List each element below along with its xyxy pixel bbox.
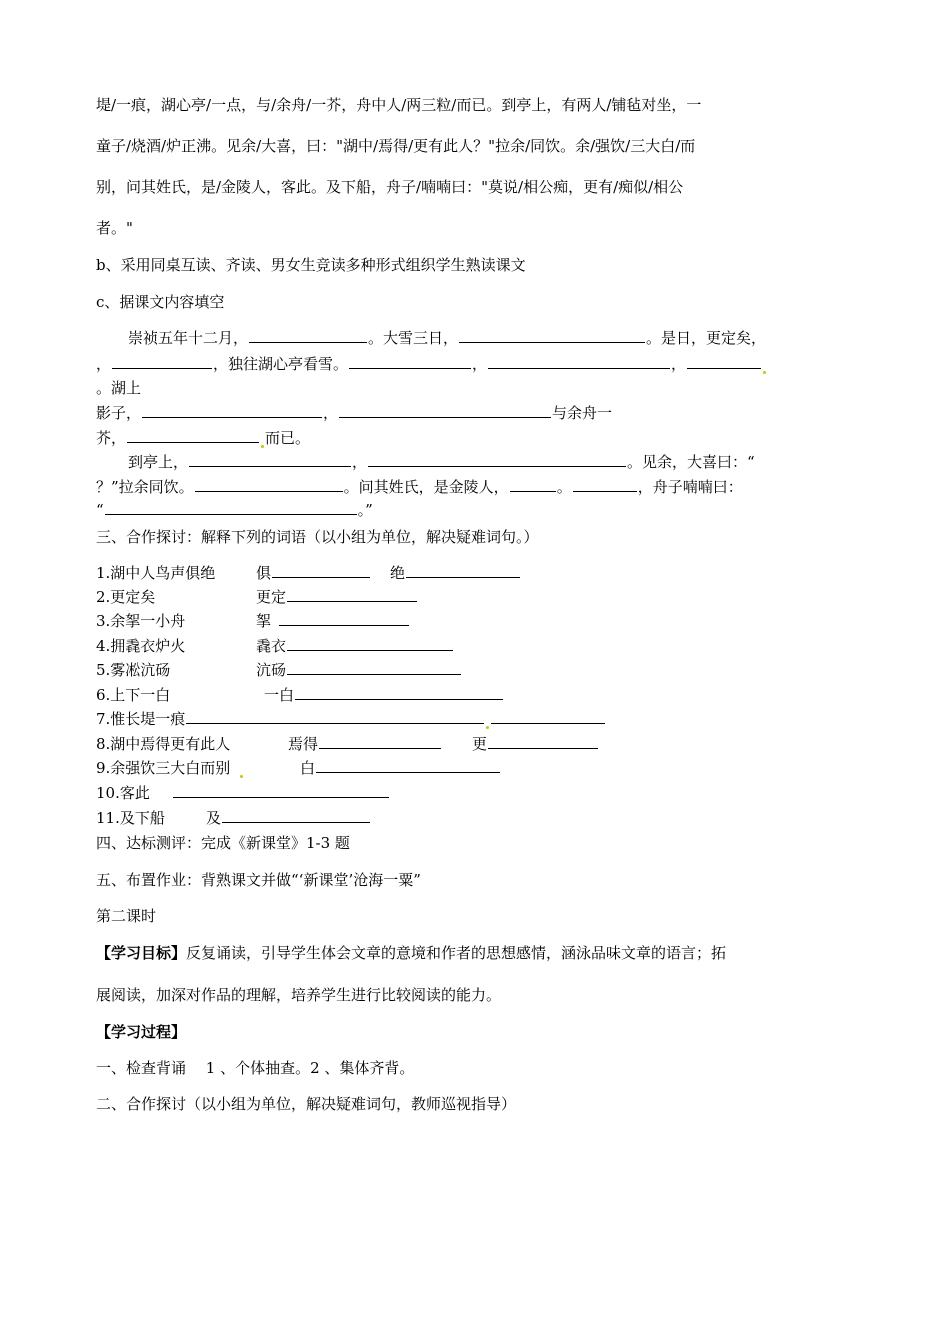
vocab-question: 6.上下一白 [96,686,171,704]
section-heading: 三、合作探讨：解释下列的词语（以小组为单位，解决疑难词句。） [96,528,539,546]
process-heading: 【学习过程】 [96,1023,187,1041]
fill-text: ， [96,355,112,373]
vocab-question: 3.余挐一小舟 [96,612,186,630]
blank[interactable] [105,500,357,515]
fill-text: 。大雪三日， [368,329,459,347]
fill-text: ， [671,355,687,373]
vocab-question: 7.惟长堤一痕 [96,710,186,728]
section-heading: 四、达标测评：完成《新课堂》1-3 题 [96,834,350,852]
vocab-answer [472,734,599,754]
vocab-term: 绝 [390,564,406,582]
vocab-term: 沆砀 [256,661,287,679]
vocab-question: 1.湖中人鸟声俱绝 [96,564,216,582]
goal-line: 展阅读，加深对作品的理解，培养学生进行比较阅读的能力。 [96,986,502,1004]
blank[interactable] [189,452,351,467]
vocab-term: 焉得 [288,735,319,753]
vocab-term: 更 [472,735,488,753]
blank[interactable] [173,783,389,798]
vocab-answer [300,758,501,778]
vocab-answer [256,587,418,607]
text-line: 堤/一痕，湖心亭/一点，与/余舟/一芥，舟中人/两三粒/而已。到亭上，有两人/铺毡对坐，一 [96,96,702,114]
fill-line-5 [96,428,310,448]
vocab-question: 4.拥毳衣炉火 [96,637,186,655]
fill-line-1 [128,328,766,348]
fill-line-6 [128,452,755,472]
fill-text: 。问其姓氏，是金陵人， [343,478,509,496]
fill-text: ， [323,404,339,422]
vocab-answer [206,808,371,828]
vocab-question-row [96,709,606,729]
vocab-term: 俱 [256,564,272,582]
vocab-term: 一白 [264,686,295,704]
blank[interactable] [279,611,409,626]
vocab-question: 8.湖中焉得更有此人 [96,735,231,753]
blank[interactable] [491,709,605,724]
blank[interactable] [488,734,598,749]
step-line: 一、检查背诵 1 、个体抽查。2 、集体齐背。 [96,1059,415,1077]
vocab-answer [256,636,454,656]
blank[interactable] [186,709,484,724]
vocab-answer [256,611,410,631]
fill-text: ？”拉余同饮。 [96,478,194,496]
instruction-c: c、据课文内容填空 [96,293,225,311]
fill-text: 。 [556,478,572,496]
blank[interactable] [249,328,367,343]
vocab-question: 11.及下船 [96,809,165,827]
blank[interactable] [272,563,370,578]
blank[interactable] [349,354,471,369]
text-line: 者。" [96,219,133,237]
blank[interactable] [406,563,520,578]
blank[interactable] [142,403,322,418]
blank[interactable] [222,808,370,823]
fill-text: 。见余，大喜曰：“ [627,453,755,471]
blank[interactable] [319,734,441,749]
vocab-question: 9.余强饮三大白而别 [96,759,231,777]
blank[interactable] [127,428,259,443]
vocab-term: 白 [300,759,316,777]
fill-text: 而已。 [265,429,311,447]
blank[interactable] [488,354,670,369]
fill-line-3: 。湖上 [96,379,142,397]
lesson-title: 第二课时 [96,907,157,925]
vocab-question: 10.客此 [96,784,150,802]
blank[interactable] [287,587,417,602]
blank[interactable] [573,477,637,492]
blank[interactable] [368,452,626,467]
blank[interactable] [287,660,461,675]
fill-text: ，独往湖心亭看雪。 [213,355,349,373]
step-line: 二、合作探讨（以小组为单位，解决疑难词句，教师巡视指导） [96,1095,517,1113]
vocab-answer [172,783,390,803]
blank[interactable] [295,685,503,700]
vocab-answer [288,734,442,754]
fill-text: 影子， [96,404,142,422]
blank[interactable] [195,477,343,492]
goal-text: 反复诵读，引导学生体会文章的意境和作者的思想感情，涵泳品味文章的语言；拓 [186,944,727,962]
goal-label: 【学习目标】 [96,944,187,962]
vocab-term: 毳衣 [256,637,287,655]
fill-line-2 [96,354,767,374]
fill-text: 崇祯五年十二月， [128,329,249,347]
blank[interactable] [510,477,556,492]
fill-text: “ [96,501,104,519]
vocab-question: 5.雾凇沆砀 [96,661,171,679]
fill-text: 。是日，更定矣， [646,329,767,347]
text-line: 童子/烧酒/炉正沸。见余/大喜，曰："湖中/焉得/更有此人？"拉余/同饮。余/强饮/三大白/而 [96,137,696,155]
vocab-answer [390,563,521,583]
fill-text: 到亭上， [128,453,189,471]
dot-mark [763,371,766,374]
fill-text: 与余舟一 [552,404,613,422]
fill-text: 芥， [96,429,127,447]
dot-mark [261,445,264,448]
fill-text: ，舟子喃喃曰： [637,478,743,496]
dot-mark [240,775,243,778]
vocab-answer [264,685,504,705]
fill-text: ， [472,355,488,373]
dot-mark [486,726,489,729]
text-line: 别，问其姓氏，是/金陵人，客此。及下船，舟子/喃喃曰："莫说/相公痴，更有/痴似/相公 [96,178,684,196]
vocab-question-row [96,758,244,778]
fill-line-7 [96,477,743,497]
fill-line-8 [96,500,373,520]
vocab-question: 2.更定矣 [96,588,156,606]
vocab-term: 更定 [256,588,287,606]
blank[interactable] [459,328,645,343]
vocab-answer [256,563,371,583]
blank[interactable] [339,403,551,418]
blank[interactable] [316,758,500,773]
blank[interactable] [687,354,761,369]
fill-text: ， [352,453,368,471]
vocab-term: 及 [206,809,222,827]
vocab-term: 挐 [256,612,272,630]
section-heading: 五、布置作业：背熟课文并做“‘新课堂’沧海一粟” [96,871,421,889]
fill-text: 。” [357,501,373,519]
blank[interactable] [287,636,453,651]
blank[interactable] [112,354,212,369]
instruction-b: b、采用同桌互读、齐读、男女生竞读多种形式组织学生熟读课文 [96,256,526,274]
fill-line-4 [96,403,612,423]
vocab-answer [256,660,462,680]
goal-line [96,943,726,963]
